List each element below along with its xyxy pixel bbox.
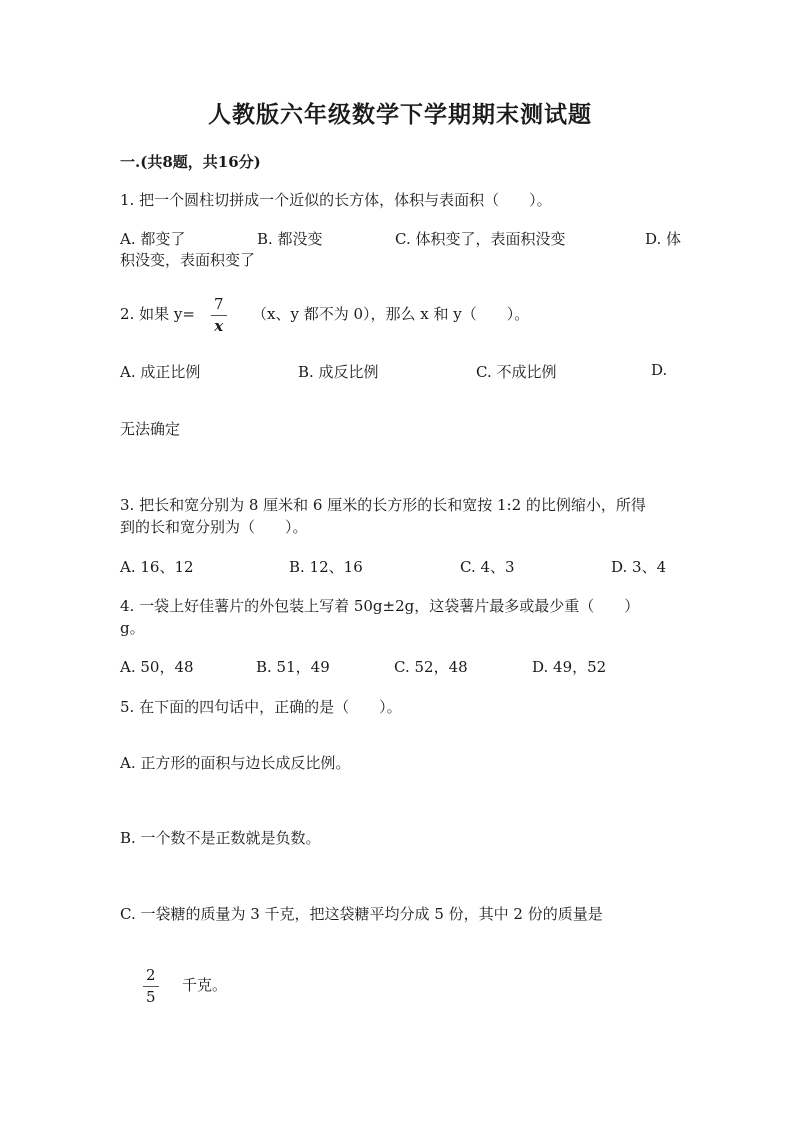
question-4-stem-line-1: 4. 一袋上好佳薯片的外包装上写着 50g±2g，这袋薯片最多或最少重（ ） (120, 597, 640, 615)
question-2-stem-suffix: （x、y 都不为 0），那么 x 和 y（ ）。 (252, 305, 530, 323)
question-5-fraction (143, 968, 159, 1005)
question-5-option-b: B. 一个数不是正数就是负数。 (120, 829, 321, 847)
question-4-stem-line-2: g。 (120, 619, 145, 637)
question-2-stem-prefix: 2. 如果 y= (120, 305, 195, 323)
question-2-option-c: C. 不成比例 (476, 363, 557, 381)
fraction-numerator: 2 (146, 966, 156, 984)
question-3-option-b: B. 12、16 (289, 558, 363, 576)
question-1-option-c: C. 体积变了，表面积没变 (395, 230, 566, 248)
question-2-option-d-continued: 无法确定 (120, 420, 181, 438)
question-5-option-a: A. 正方形的面积与边长成反比例。 (120, 754, 351, 772)
question-2-option-d: D. (651, 361, 668, 379)
question-3-stem-line-2: 到的长和宽分别为（ ）。 (120, 518, 308, 536)
question-4-option-b: B. 51，49 (256, 658, 330, 676)
question-3-option-a: A. 16、12 (120, 558, 194, 576)
section-heading: 一.(共8题，共16分) (120, 153, 261, 171)
question-5-option-c: C. 一袋糖的质量为 3 千克，把这袋糖平均分成 5 份，其中 2 份的质量是 (120, 905, 603, 923)
question-1-option-d-continued: 积没变，表面积变了 (120, 251, 256, 269)
page-title: 人教版六年级数学下学期期末测试题 (208, 101, 592, 128)
question-1-option-b: B. 都没变 (257, 230, 323, 248)
question-3-option-d: D. 3、4 (611, 558, 667, 576)
question-1-stem: 1. 把一个圆柱切拼成一个近似的长方体，体积与表面积（ ）。 (120, 191, 552, 209)
question-4-option-c: C. 52，48 (394, 658, 468, 676)
question-5-stem: 5. 在下面的四句话中，正确的是（ ）。 (120, 698, 402, 716)
question-3-option-c: C. 4、3 (460, 558, 515, 576)
question-3-stem-line-1: 3. 把长和宽分别为 8 厘米和 6 厘米的长方形的长和宽按 1:2 的比例缩小，所得 (120, 496, 646, 514)
question-2-option-a: A. 成正比例 (120, 363, 201, 381)
fraction-denominator: x (214, 317, 224, 335)
question-1-option-a: A. 都变了 (120, 230, 186, 248)
question-2-option-b: B. 成反比例 (298, 363, 379, 381)
question-4-option-d: D. 49，52 (532, 658, 607, 676)
question-5-option-c-unit: 千克。 (182, 976, 228, 994)
fraction-numerator: 7 (214, 295, 224, 313)
question-4-option-a: A. 50，48 (120, 658, 194, 676)
question-1-option-d: D. 体 (645, 230, 682, 248)
question-2-fraction (211, 297, 227, 334)
fraction-denominator: 5 (146, 988, 156, 1006)
